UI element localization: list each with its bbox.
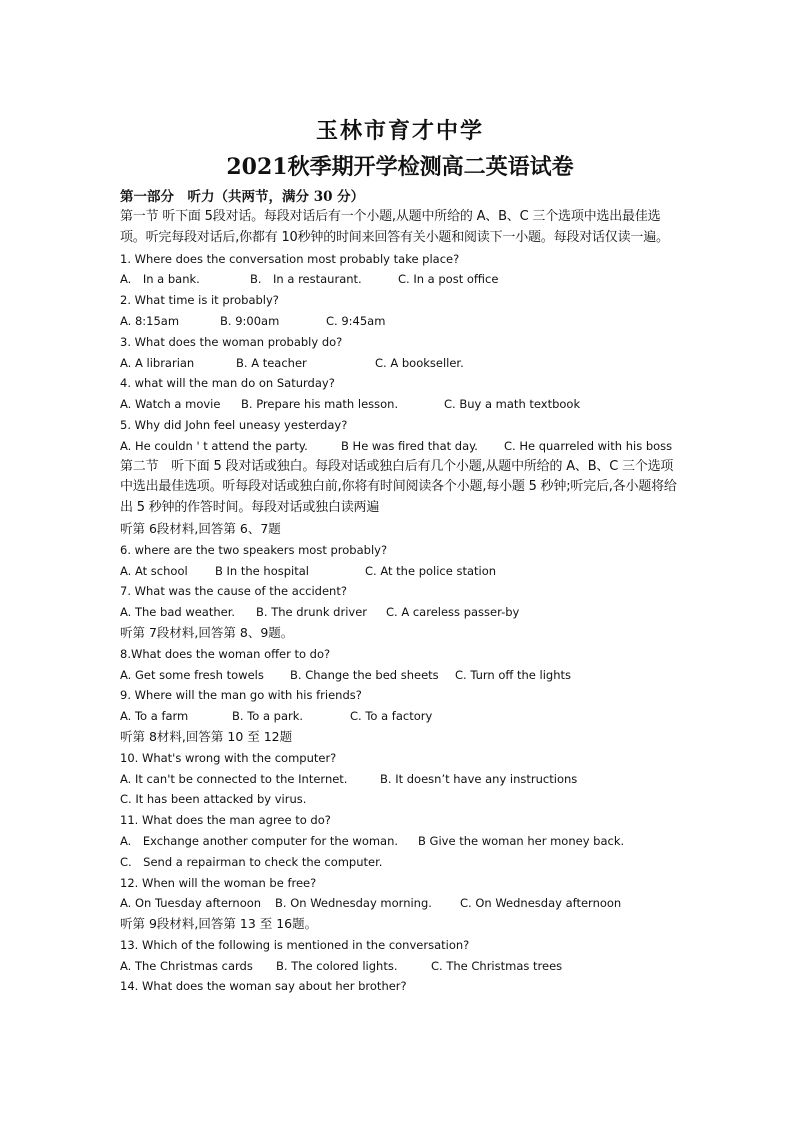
options-4	[120, 394, 680, 415]
option-b: B. A teacher	[236, 355, 307, 370]
option-b: B. Prepare his math lesson.	[241, 397, 399, 412]
option-b: B. In a restaurant.	[250, 272, 362, 287]
option-c: C. A careless passer-by	[386, 605, 520, 620]
part-heading: 第一部分 听力（共两节，满分 30 分）	[120, 189, 365, 205]
option-a: A. He couldn ' t attend the party.	[120, 438, 308, 453]
section1-intro: 第一节 听下面 5段对话。每段对话后有一个小题,从题中所给的 A、B、C 三个选项中选出最佳选项。听完每段对话后,你都有 10秒钟的时间来回答有关小题和阅读下一小题。每段对话仅读一遍。	[120, 209, 669, 245]
question-8: 8.What does the woman offer to do?	[120, 646, 331, 661]
option-c: C. To a factory	[350, 709, 433, 724]
exam-title: 2021秋季期开学检测高二英语试卷	[226, 154, 574, 180]
option-b: B. The drunk driver	[256, 605, 367, 620]
option-c: C. 9:45am	[326, 313, 386, 328]
option-a: A. Exchange another computer for the woman.	[120, 833, 399, 848]
question-12: 12. When will the woman be free?	[120, 875, 317, 890]
option-a: A. Get some fresh towels	[120, 667, 264, 682]
question-1: 1. Where does the conversation most probably take place?	[120, 251, 460, 266]
options-11-ab	[120, 831, 680, 852]
question-6: 6. where are the two speakers most probably?	[120, 542, 388, 557]
option-c: C. On Wednesday afternoon	[460, 896, 622, 911]
option-c: C. It has been attacked by virus.	[120, 792, 307, 807]
option-b: B. To a park.	[232, 709, 304, 724]
option-c: C. Turn off the lights	[455, 667, 571, 682]
option-b: B. The colored lights.	[276, 958, 398, 973]
option-b: B. 9:00am	[220, 313, 280, 328]
option-c: C. The Christmas trees	[431, 958, 563, 973]
options-12	[120, 893, 680, 914]
option-b: B. On Wednesday morning.	[275, 896, 432, 911]
option-b: B He was fired that day.	[341, 438, 478, 453]
options-8	[120, 665, 680, 686]
question-3: 3. What does the woman probably do?	[120, 334, 343, 349]
option-a: A. To a farm	[120, 709, 189, 724]
passage-note-8: 听第 8材料,回答第 10 至 12题	[120, 728, 293, 744]
options-7	[120, 602, 680, 623]
options-11-c	[120, 852, 680, 873]
option-c: C. At the police station	[365, 563, 497, 578]
exam-content	[120, 115, 680, 997]
option-b: B Give the woman her money back.	[418, 833, 625, 848]
question-5: 5. Why did John feel uneasy yesterday?	[120, 417, 348, 432]
option-a: A. A librarian	[120, 355, 195, 370]
question-11: 11. What does the man agree to do?	[120, 813, 331, 828]
option-a: A. It can't be connected to the Internet.	[120, 771, 348, 786]
options-1	[120, 269, 680, 290]
options-10-ab	[120, 769, 680, 790]
options-9	[120, 706, 680, 727]
option-b: B. It doesn’t have any instructions	[380, 771, 578, 786]
option-c: C. He quarreled with his boss	[504, 438, 673, 453]
question-7: 7. What was the cause of the accident?	[120, 584, 347, 599]
option-c: C. A bookseller.	[375, 355, 464, 370]
options-2	[120, 311, 680, 332]
option-a: A. At school	[120, 563, 188, 578]
question-14: 14. What does the woman say about her brother?	[120, 979, 407, 994]
option-c: C. Buy a math textbook	[444, 397, 581, 412]
question-10: 10. What's wrong with the computer?	[120, 750, 337, 765]
question-2: 2. What time is it probably?	[120, 293, 279, 308]
passage-note-7: 听第 7段材料,回答第 8、9题。	[120, 624, 294, 640]
passage-note-6: 听第 6段材料,回答第 6、7题	[120, 520, 281, 536]
options-13	[120, 956, 680, 977]
school-name: 玉林市育才中学	[315, 118, 484, 144]
question-4: 4. what will the man do on Saturday?	[120, 376, 335, 391]
option-c: C. Send a repairman to check the computer.	[120, 854, 383, 869]
options-6	[120, 561, 680, 582]
options-5	[120, 436, 680, 457]
options-3	[120, 353, 680, 374]
option-a: A. The Christmas cards	[120, 958, 253, 973]
option-c: C. In a post office	[398, 272, 499, 287]
options-10-c	[120, 789, 680, 810]
option-a: A. In a bank.	[120, 272, 200, 287]
passage-note-9: 听第 9段材料,回答第 13 至 16题。	[120, 916, 318, 932]
question-13: 13. Which of the following is mentioned in the conversation?	[120, 937, 470, 952]
option-b: B In the hospital	[215, 563, 309, 578]
option-a: A. 8:15am	[120, 313, 180, 328]
section2-intro: 第二节 听下面 5 段对话或独白。每段对话或独白后有几个小题,从题中所给的 A、B、C 三个选项中选出最佳选项。听每段对话或独白前,你将有时间阅读各个小题,每小题 5 秒钟;听完后,各小题将给出 5 秒钟的作答时间。每段对话或独白读两遍	[120, 458, 677, 516]
option-a: A. On Tuesday afternoon	[120, 896, 262, 911]
question-9: 9. Where will the man go with his friends?	[120, 688, 362, 703]
option-a: A. The bad weather.	[120, 605, 236, 620]
option-a: A. Watch a movie	[120, 397, 221, 412]
option-b: B. Change the bed sheets	[290, 667, 439, 682]
